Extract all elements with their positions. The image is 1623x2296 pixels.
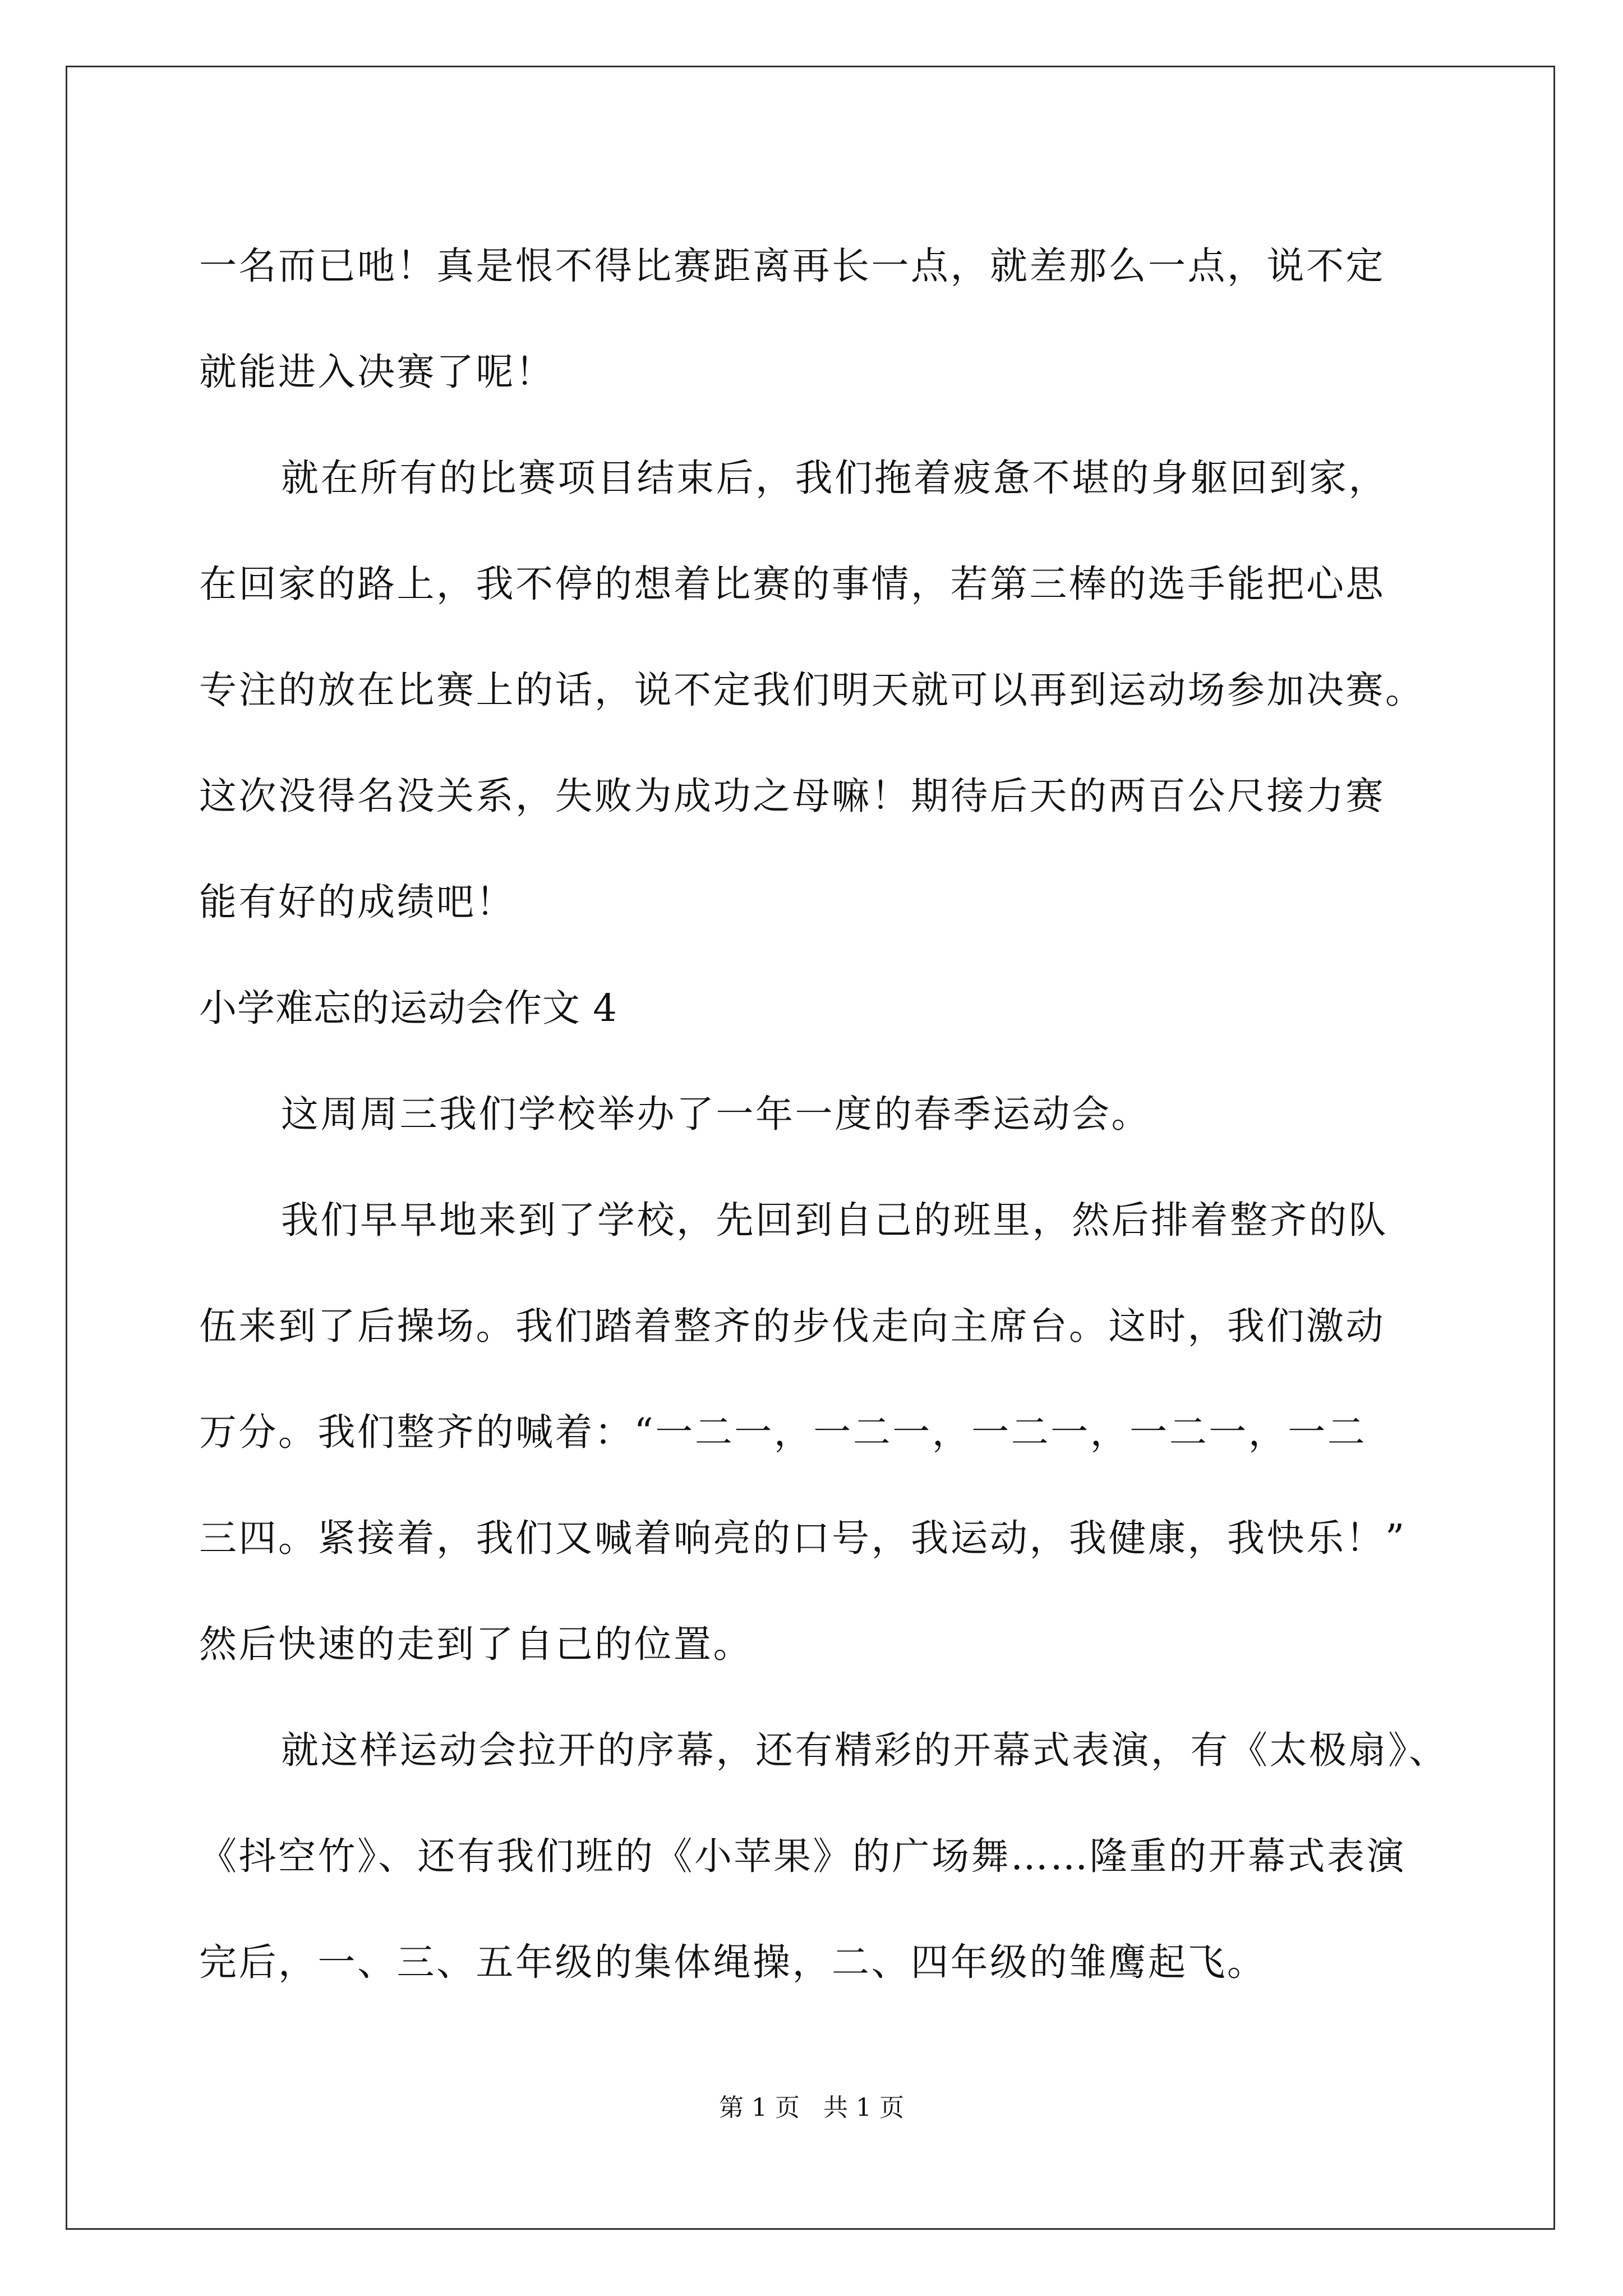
- text-line: 一名而已吔！真是恨不得比赛距离再长一点，就差那么一点，说不定: [199, 244, 1385, 288]
- text-line: 《抖空竹》、还有我们班的《小苹果》的广场舞……隆重的开幕式表演: [199, 1834, 1406, 1878]
- document-body: [199, 213, 1461, 2016]
- text-line: 完后，一、三、五年级的集体绳操，二、四年级的雏鹰起飞。: [199, 1940, 1267, 1984]
- text-line: 这次没得名没关系，失败为成功之母嘛！期待后天的两百公尺接力赛: [199, 774, 1385, 818]
- text-line: 就能进入决赛了呢！: [199, 350, 555, 394]
- text-line: 三四。紧接着，我们又喊着响亮的口号，我运动，我健康，我快乐！”: [199, 1516, 1407, 1560]
- page-footer: 第 1 页 共 1 页: [719, 2093, 904, 2122]
- text-line: 就这样运动会拉开的序幕，还有精彩的开幕式表演，有《太极扇》、: [281, 1728, 1449, 1772]
- text-line: 专注的放在比赛上的话，说不定我们明天就可以再到运动场参加决赛。: [199, 668, 1425, 712]
- text-line: 然后快速的走到了自己的位置。: [199, 1622, 753, 1666]
- text-line: 在回家的路上，我不停的想着比赛的事情，若第三棒的选手能把心思: [199, 562, 1385, 606]
- text-line: 这周周三我们学校举办了一年一度的春季运动会。: [281, 1092, 1151, 1136]
- text-line: 我们早早地来到了学校，先回到自己的班里，然后排着整齐的队: [281, 1198, 1388, 1242]
- text-line: 就在所有的比赛项目结束后，我们拖着疲惫不堪的身躯回到家，: [281, 456, 1388, 500]
- text-line: 万分。我们整齐的喊着：“一二一，一二一，一二一，一二一，一二: [199, 1410, 1367, 1454]
- section-heading: 小学难忘的运动会作文 4: [199, 986, 617, 1030]
- text-line: 能有好的成绩吧！: [199, 880, 515, 924]
- text-line: 伍来到了后操场。我们踏着整齐的步伐走向主席台。这时，我们激动: [199, 1304, 1385, 1348]
